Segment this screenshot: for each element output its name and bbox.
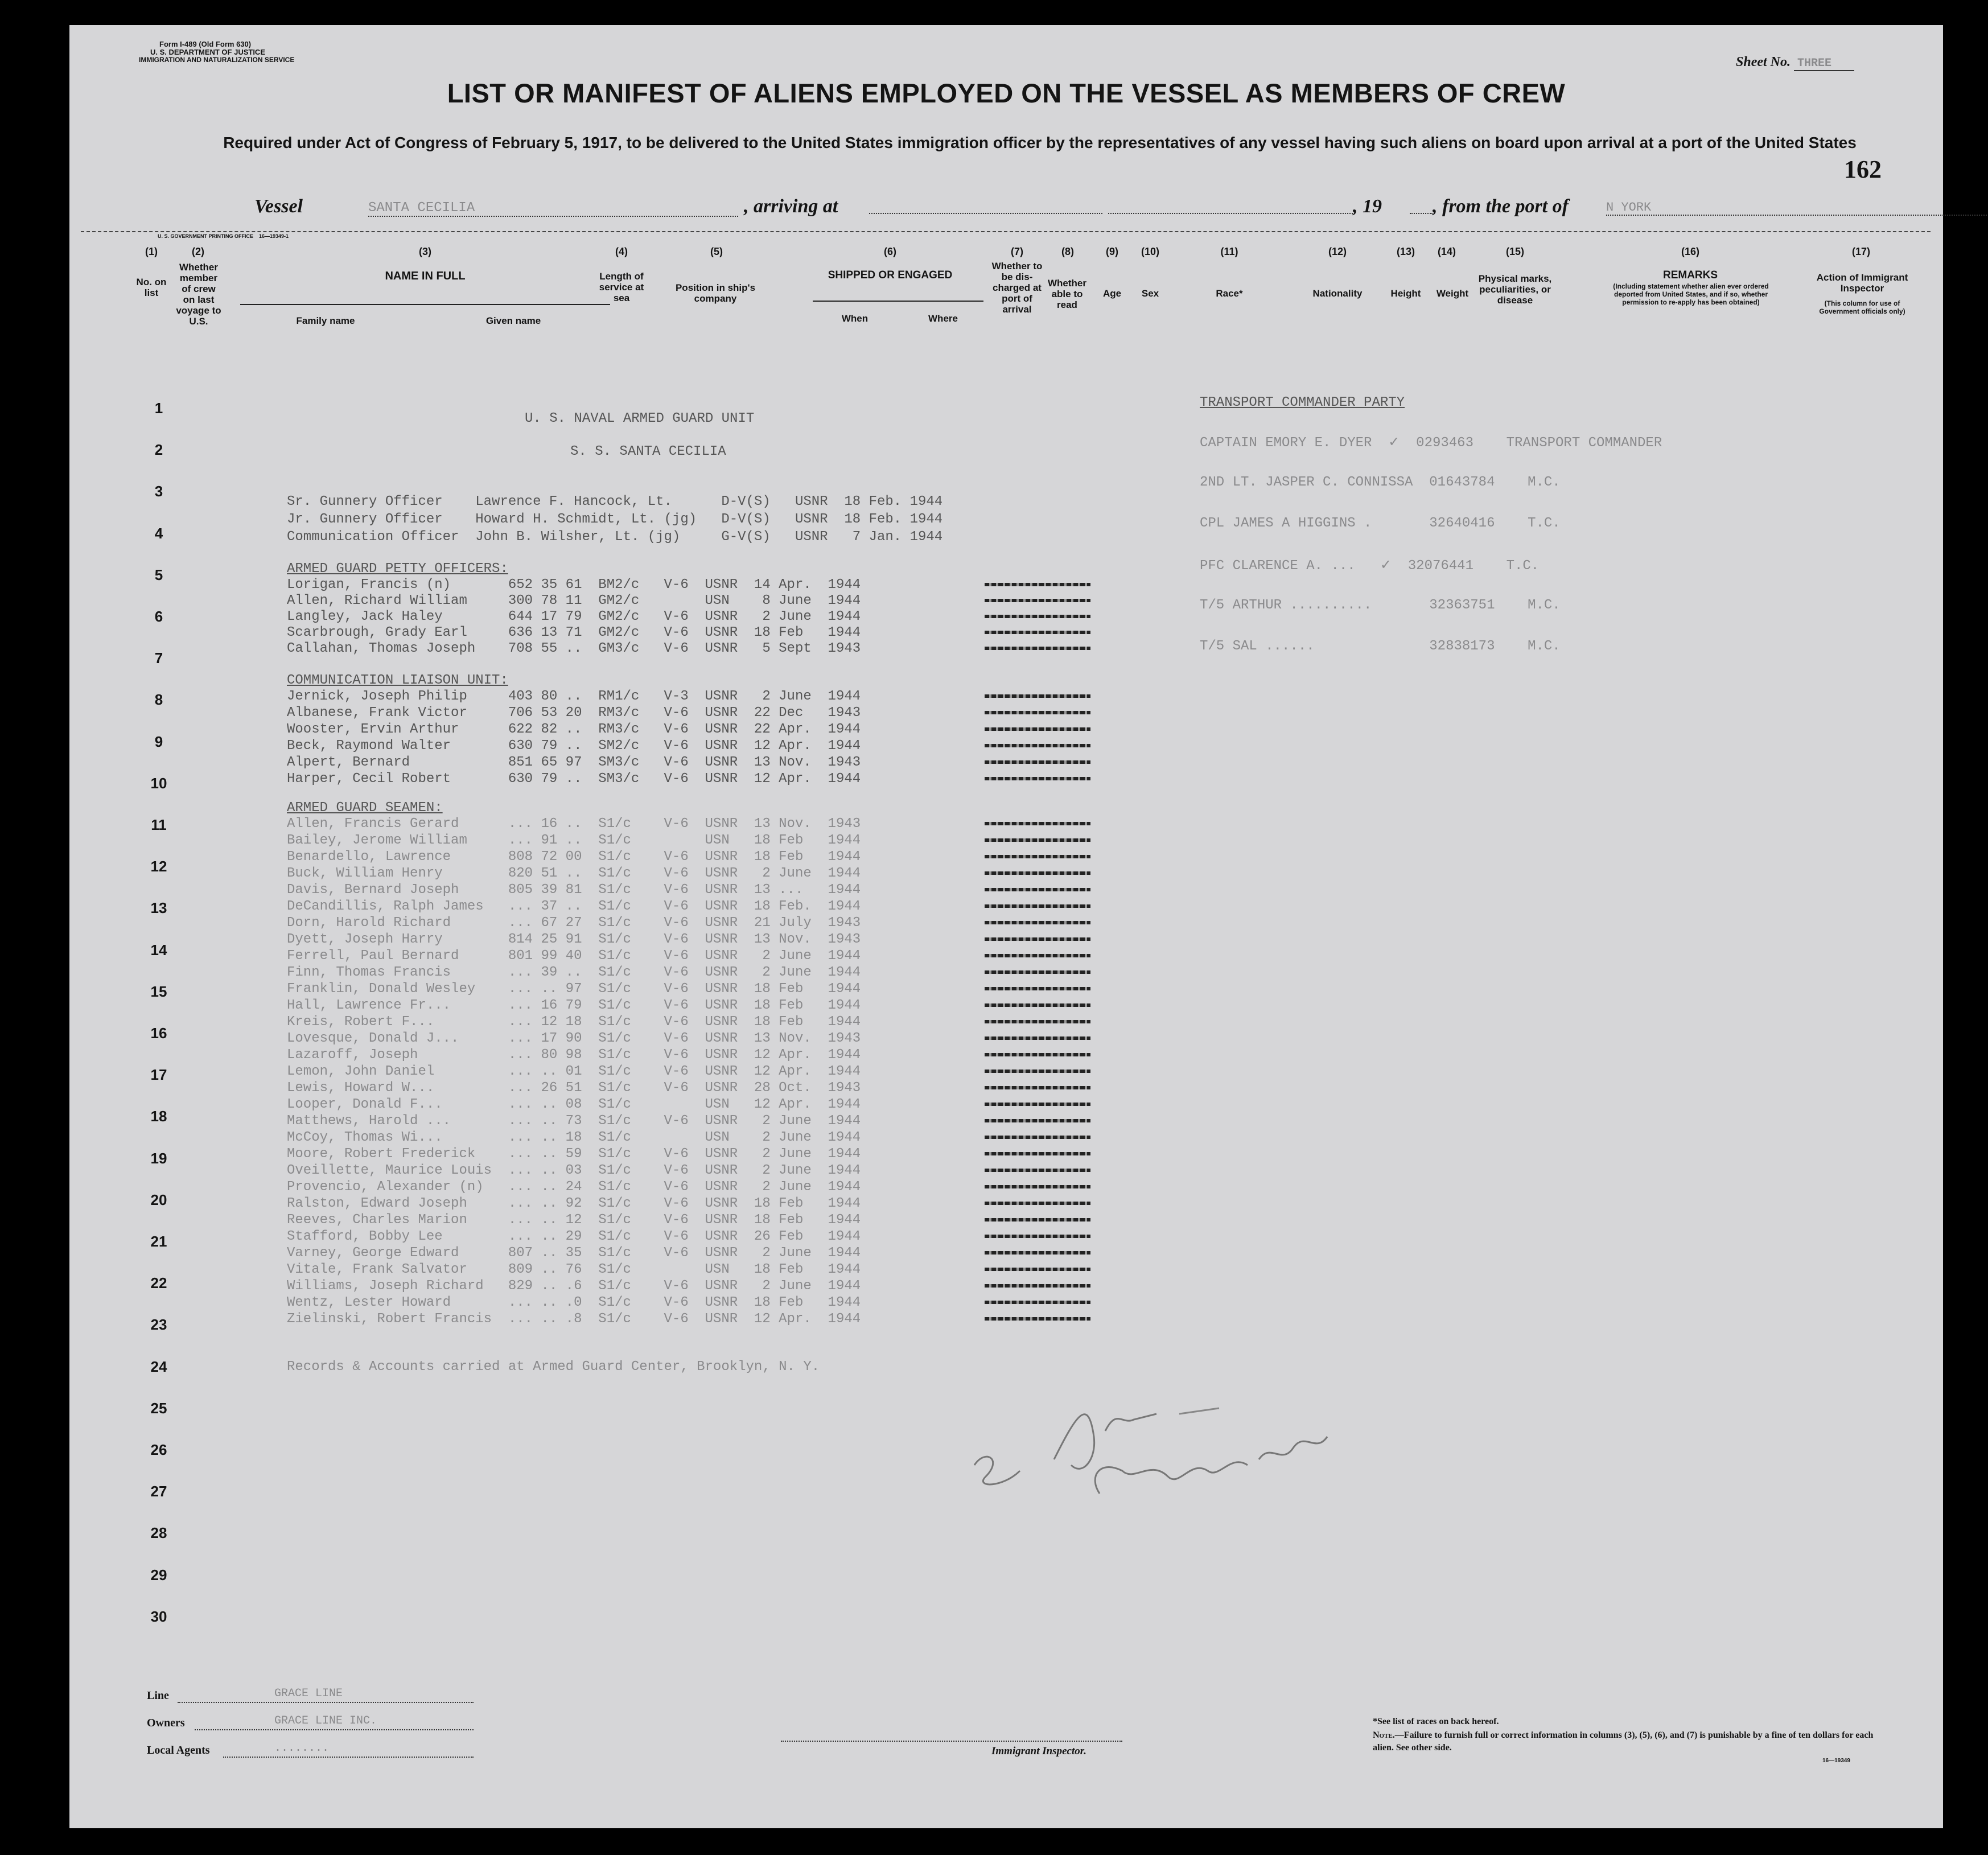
table-row: Callahan, Thomas Joseph 708 55 .. GM3/c V-6 USNR 5 Sept 1943 [287,641,861,656]
redaction-mark [985,1053,1090,1056]
table-row: Scarbrough, Grady Earl 636 13 71 GM2/c V-6 USNR 18 Feb 1944 [287,625,861,640]
form-code: 16—19349 [1822,1758,1850,1764]
manifest-sheet [69,25,1943,1828]
row-number: 20 [150,1191,167,1208]
footer-line [147,1689,169,1702]
year-blank [1410,213,1433,214]
row-number: 21 [150,1233,167,1250]
redaction-mark [985,694,1090,698]
col-num-12: (12) [1328,246,1347,257]
vessel-value: SANTA CECILIA [368,200,738,217]
col-num-16: (16) [1681,246,1699,257]
col-num-13: (13) [1396,246,1415,257]
col-num-17: (17) [1851,246,1870,257]
row-number: 11 [151,816,167,833]
header-where: Where [928,313,958,324]
table-row: Stafford, Bobby Lee ... .. 29 S1/c V-6 USNR 26 Feb 1944 [287,1229,861,1244]
unit-ship: S. S. SANTA CECILIA [570,444,726,459]
row-number: 13 [150,899,167,917]
table-row: Oveillette, Maurice Louis ... .. 03 S1/c V-6 USNR 2 June 1944 [287,1163,861,1178]
table-row: Davis, Bernard Joseph 805 39 81 S1/c V-6 USNR 13 ... 1944 [287,882,861,898]
name-rule [240,304,610,305]
table-row: Bailey, Jerome William ... 91 .. S1/c USN 18 Feb 1944 [287,833,861,848]
col-num-1: (1) [145,246,158,257]
table-row: Finn, Thomas Francis ... 39 .. S1/c V-6 USNR 2 June 1944 [287,965,861,980]
table-row: Benardello, Lawrence 808 72 00 S1/c V-6 USNR 18 Feb 1944 [287,849,861,865]
table-row: Harper, Cecil Robert 630 79 .. SM3/c V-6 USNR 12 Apr. 1944 [287,771,861,787]
agents-value: ........ [274,1742,330,1755]
header-race: Race* [1216,288,1243,299]
header-physical-marks: Physical marks, peculiarities, or disease [1478,273,1552,306]
redaction-mark [985,838,1090,842]
table-row: Ralston, Edward Joseph ... .. 92 S1/c V-6 USNR 18 Feb 1944 [287,1196,861,1211]
table-row: Varney, George Edward 807 .. 35 S1/c V-6 USNR 2 June 1944 [287,1245,861,1261]
header-position: Position in ship's company [675,282,756,304]
row-number: 10 [150,774,167,792]
col-num-4: (4) [615,246,628,257]
table-row: Williams, Joseph Richard 829 .. .6 S1/c V-6 USNR 2 June 1944 [287,1278,861,1294]
note-label: Note. [1373,1730,1395,1740]
redaction-mark [985,904,1090,908]
table-row: McCoy, Thomas Wi... ... .. 18 S1/c USN 2 June 1944 [287,1130,861,1145]
table-row: Hall, Lawrence Fr... ... 16 79 S1/c V-6 USNR 18 Feb 1944 [287,998,861,1013]
table-row: Dyett, Joseph Harry 814 25 91 S1/c V-6 USNR 13 Nov. 1943 [287,932,861,947]
redaction-mark [985,1103,1090,1106]
redaction-mark [985,871,1090,875]
redaction-mark [985,1218,1090,1221]
row-number: 23 [150,1316,167,1334]
row-number: 26 [150,1441,167,1458]
table-row: Vitale, Frank Salvator 809 .. 76 S1/c USN 18 Feb 1944 [287,1262,861,1277]
arriving-blank [869,213,1102,214]
redaction-mark [985,1086,1090,1089]
row-number: 16 [150,1025,167,1042]
table-row: Provencio, Alexander (n) ... .. 24 S1/c V-6 USNR 2 June 1944 [287,1179,861,1195]
redaction-mark [985,1251,1090,1255]
line-blank [178,1702,474,1703]
row-number: 8 [154,691,163,709]
row-number: 14 [150,941,167,959]
redaction-mark [985,1136,1090,1139]
row-number: 18 [150,1108,167,1125]
col-num-6: (6) [884,246,896,257]
header-weight: Weight [1436,288,1469,299]
col-num-7: (7) [1011,246,1023,257]
redaction-mark [985,937,1090,941]
redaction-mark [985,1202,1090,1205]
redaction-mark [985,777,1090,780]
footer-owners [147,1717,185,1730]
vessel-label: Vessel [254,196,303,217]
redaction-mark [985,1152,1090,1155]
redaction-mark [985,987,1090,990]
inspector-signature [952,1346,1396,1516]
header-given-name: Given name [485,315,541,326]
service: IMMIGRATION AND NATURALIZATION SERVICE [139,56,295,64]
section-communication: COMMUNICATION LIAISON UNIT: [287,673,508,688]
redaction-mark [985,1169,1090,1172]
table-row: PFC CLARENCE A. ... ✓ 32076441 T.C. [1200,558,1540,574]
table-row: Jr. Gunnery Officer Howard H. Schmidt, Lt. (jg) D-V(S) USNR 18 Feb. 1944 [287,512,943,527]
col-num-5: (5) [710,246,723,257]
redaction-mark [985,822,1090,825]
redaction-mark [985,1037,1090,1040]
table-row: Lorigan, Francis (n) 652 35 61 BM2/c V-6 USNR 14 Apr. 1944 [287,577,861,593]
from-label: , from the port of [1433,196,1569,217]
col-num-10: (10) [1141,246,1159,257]
table-row: Beck, Raymond Walter 630 79 .. SM2/c V-6 USNR 12 Apr. 1944 [287,738,861,754]
table-row: CPL JAMES A HIGGINS . 32640416 T.C. [1200,516,1561,531]
redaction-mark [985,631,1090,634]
row-number: 9 [154,733,163,750]
sheet-number [1736,55,1854,70]
inspector-blank [781,1741,1122,1742]
table-row: Alpert, Bernard 851 65 97 SM3/c V-6 USNR 13 Nov. 1943 [287,755,861,770]
table-row: Lemon, John Daniel ... .. 01 S1/c V-6 USNR 12 Apr. 1944 [287,1064,861,1079]
table-row: Lewis, Howard W... ... 26 51 S1/c V-6 USNR 28 Oct. 1943 [287,1080,861,1096]
redaction-mark [985,599,1090,602]
table-row: Sr. Gunnery Officer Lawrence F. Hancock, Lt. D-V(S) USNR 18 Feb. 1944 [287,494,943,509]
races-note: *See list of races on back hereof. [1373,1717,1499,1726]
printing-office: U. S. GOVERNMENT PRINTING OFFICE 16—19349-1 [158,233,289,239]
redaction-mark [985,1235,1090,1238]
header-able-to-read: Whether able to read [1048,278,1086,310]
header-remarks-note: (Including statement whether alien ever ordered deported from United States, and if so, whether permission to re-apply has been obtained) [1613,282,1769,306]
redaction-mark [985,1268,1090,1271]
table-row: Wooster, Ervin Arthur 622 82 .. RM3/c V-6 USNR 22 Apr. 1944 [287,722,861,737]
section-petty-officers: ARMED GUARD PETTY OFFICERS: [287,561,508,577]
table-row: T/5 SAL ...... 32838173 M.C. [1200,639,1561,654]
redaction-mark [985,615,1090,618]
col-num-2: (2) [192,246,204,257]
col-num-15: (15) [1505,246,1524,257]
arriving-label: , arriving at [744,196,838,217]
page-number: 162 [1844,155,1882,183]
header-when: When [841,313,869,324]
table-row: Wentz, Lester Howard ... .. .0 S1/c V-6 USNR 18 Feb 1944 [287,1295,861,1310]
header-length-service: Length of service at sea [599,271,644,303]
redaction-mark [985,888,1090,891]
table-row: Langley, Jack Haley 644 17 79 GM2/c V-6 USNR 2 June 1944 [287,609,861,624]
note-text: —Failure to furnish full or correct information in columns (3), (5), (6), and (7) is punishable by a fine of ten dollars for each alien. See other side. [1373,1730,1874,1753]
table-row: CAPTAIN EMORY E. DYER ✓ 0293463 TRANSPORT COMMANDER [1200,435,1662,451]
row-number: 2 [154,441,163,459]
header-name-in-full: NAME IN FULL [385,270,466,282]
owners-label: Owners [147,1717,185,1729]
redaction-mark [985,1119,1090,1122]
agents-label: Local Agents [147,1744,210,1757]
redaction-mark [985,744,1090,747]
header-last-voyage: Whether member of crew on last voyage to U.S. [176,262,221,327]
col-num-11: (11) [1220,246,1238,257]
vessel-line [254,196,1848,222]
redaction-mark [985,855,1090,858]
section-seamen: ARMED GUARD SEAMEN: [287,800,443,816]
table-row: 2ND LT. JASPER C. CONNISSA 01643784 M.C. [1200,475,1561,490]
sheet-label: Sheet No. [1736,55,1791,69]
penalty-note [1373,1729,1885,1754]
col-num-9: (9) [1106,246,1118,257]
row-number: 1 [154,400,163,417]
table-row: Moore, Robert Frederick ... .. 59 S1/c V-6 USNR 2 June 1944 [287,1146,861,1162]
header-discharged: Whether to be dis-charged at port of arrival [991,261,1043,315]
row-number: 25 [150,1399,167,1417]
redaction-mark [985,1317,1090,1321]
table-row: DeCandillis, Ralph James ... 37 .. S1/c V-6 USNR 18 Feb. 1944 [287,899,861,914]
inspector-label: Immigrant Inspector. [991,1745,1086,1757]
header-remarks: REMARKS [1662,269,1718,281]
from-value: N YORK [1606,200,1988,216]
row-number: 27 [150,1483,167,1500]
table-row: Jernick, Joseph Philip 403 80 .. RM1/c V-3 USNR 2 June 1944 [287,689,861,704]
owners-value: GRACE LINE INC. [274,1714,377,1728]
line-label: Line [147,1689,169,1702]
col-num-8: (8) [1061,246,1074,257]
form-id: Form I-489 (Old Form 630) [159,40,252,48]
table-row: Reeves, Charles Marion ... .. 12 S1/c V-6 USNR 18 Feb 1944 [287,1212,861,1228]
unit-heading: U. S. NAVAL ARMED GUARD UNIT [525,411,755,426]
footer-agents [147,1744,210,1757]
redaction-mark [985,921,1090,924]
shipped-rule [813,301,983,302]
row-number: 17 [150,1066,167,1084]
header-nationality: Nationality [1312,288,1363,299]
table-row: Albanese, Frank Victor 706 53 20 RM3/c V-6 USNR 22 Dec 1943 [287,705,861,721]
table-row: Looper, Donald F... ... .. 08 S1/c USN 12 Apr. 1944 [287,1097,861,1112]
redaction-mark [985,583,1090,586]
redaction-mark [985,1185,1090,1188]
table-row: Lovesque, Donald J... ... 17 90 S1/c V-6 USNR 13 Nov. 1943 [287,1031,861,1046]
table-row: Franklin, Donald Wesley ... .. 97 S1/c V-6 USNR 18 Feb 1944 [287,981,861,997]
row-number: 30 [150,1607,167,1625]
records-note: Records & Accounts carried at Armed Guard Center, Brooklyn, N. Y. [287,1359,820,1375]
redaction-mark [985,1020,1090,1023]
row-number: 12 [150,858,167,875]
row-number: 24 [150,1358,167,1375]
header-sex: Sex [1141,288,1159,299]
col-num-14: (14) [1437,246,1456,257]
redaction-mark [985,711,1090,714]
header-no-on-list: No. on list [136,277,167,298]
row-number: 6 [154,608,163,625]
table-row: Zielinski, Robert Francis ... .. .8 S1/c V-6 USNR 12 Apr. 1944 [287,1311,861,1327]
row-number: 28 [150,1524,167,1542]
redaction-mark [985,1284,1090,1288]
page-title: LIST OR MANIFEST OF ALIENS EMPLOYED ON THE VESSEL AS MEMBERS OF CREW [447,78,1566,108]
redaction-mark [985,647,1090,650]
header-age: Age [1102,288,1122,299]
top-rule [81,231,1931,232]
table-row: Allen, Francis Gerard ... 16 .. S1/c V-6 USNR 13 Nov. 1943 [287,816,861,832]
redaction-mark [985,1003,1090,1007]
arriving-blank-2 [1108,213,1353,214]
table-row: Buck, William Henry 820 51 .. S1/c V-6 USNR 2 June 1944 [287,866,861,881]
department: U. S. DEPARTMENT OF JUSTICE [150,48,265,56]
row-number: 15 [150,982,167,1000]
owners-blank [195,1729,474,1730]
redaction-mark [985,954,1090,957]
agents-blank [223,1757,474,1758]
row-number: 7 [154,649,163,667]
table-row: Allen, Richard William 300 78 11 GM2/c USN 8 June 1944 [287,593,861,608]
table-row: Ferrell, Paul Bernard 801 99 40 S1/c V-6 USNR 2 June 1944 [287,948,861,964]
table-row: Lazaroff, Joseph ... 80 98 S1/c V-6 USNR 12 Apr. 1944 [287,1047,861,1063]
redaction-mark [985,760,1090,764]
table-row: Matthews, Harold ... ... .. 73 S1/c V-6 USNR 2 June 1944 [287,1113,861,1129]
row-number: 3 [154,483,163,500]
header-height: Height [1390,288,1421,299]
table-row: Communication Officer John B. Wilsher, Lt. (jg) G-V(S) USNR 7 Jan. 1944 [287,529,943,545]
transport-heading: TRANSPORT COMMANDER PARTY [1200,395,1405,410]
sheet-value: THREE [1794,57,1854,71]
table-row: Dorn, Harold Richard ... 67 27 S1/c V-6 USNR 21 July 1943 [287,915,861,931]
table-row: Kreis, Robert F... ... 12 18 S1/c V-6 USNR 18 Feb 1944 [287,1014,861,1030]
row-number: 22 [150,1274,167,1292]
table-row: T/5 ARTHUR .......... 32363751 M.C. [1200,598,1561,613]
header-family-name: Family name [296,315,355,326]
header-action: Action of Immigrant Inspector [1816,272,1908,294]
redaction-mark [985,727,1090,731]
subtitle: Required under Act of Congress of February 5, 1917, to be delivered to the United States immigration officer by the representatives of any vessel having such aliens on board upon arrival at a port of the United States [223,134,1857,151]
row-number: 5 [154,566,163,583]
row-number: 19 [150,1149,167,1167]
redaction-mark [985,1301,1090,1304]
redaction-mark [985,1070,1090,1073]
header-shipped: SHIPPED OR ENGAGED [828,269,953,281]
row-number: 29 [150,1566,167,1583]
row-number: 4 [154,524,163,542]
year-label: , 19 [1353,196,1382,217]
header-action-note: (This column for use of Government officials only) [1819,299,1905,315]
redaction-mark [985,970,1090,974]
col-num-3: (3) [419,246,431,257]
line-value: GRACE LINE [274,1687,343,1700]
